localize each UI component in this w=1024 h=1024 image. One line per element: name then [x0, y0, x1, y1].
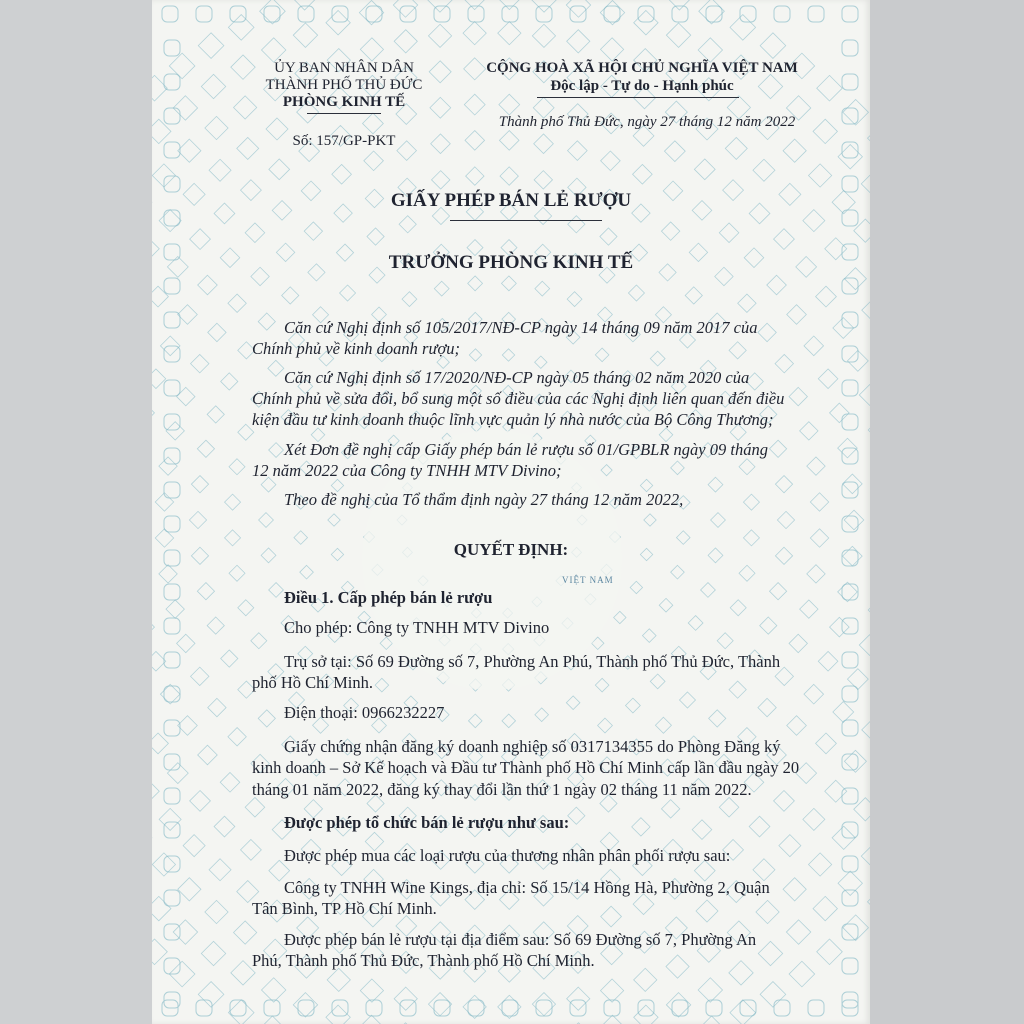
permit-paper — [152, 0, 870, 1024]
nation-motto: Độc lập - Tự do - Hạnh phúc — [550, 78, 734, 94]
preamble-2-line-2: Chính phủ về sửa đổi, bổ sung một số điều của các Nghị định liên quan đến điều — [252, 389, 785, 408]
supplier-line-1: Công ty TNHH Wine Kings, địa chỉ: Số 15/14 Hồng Hà, Phường 2, Quận — [284, 878, 770, 897]
registration-line-1: Giấy chứng nhận đăng ký doanh nghiệp số 0317134355 do Phòng Đăng ký — [284, 737, 781, 756]
decision-heading: QUYẾT ĐỊNH: — [453, 540, 569, 559]
registration-line-3: tháng 01 năm 2022, đăng ký thay đổi lần thứ 1 ngày 02 tháng 11 năm 2022. — [252, 780, 752, 799]
preamble-1-line-1: Căn cứ Nghị định số 105/2017/NĐ-CP ngày 14 tháng 09 năm 2017 của — [284, 318, 758, 337]
registration-line-2: kinh doanh – Sở Kế hoạch và Đầu tư Thành phố Hồ Chí Minh cấp lần đầu ngày 20 — [252, 758, 800, 777]
preamble-1-line-2: Chính phủ về kinh doanh rượu; — [252, 339, 460, 358]
title-underline — [450, 220, 602, 221]
headquarters-line-2: phố Hồ Chí Minh. — [252, 673, 374, 692]
document-title: GIẤY PHÉP BÁN LẺ RƯỢU — [390, 190, 632, 211]
seal-text: VIỆT NAM — [562, 575, 614, 585]
background-right — [870, 0, 1024, 1024]
agency-line-2: THÀNH PHỐ THỦ ĐỨC — [265, 77, 423, 93]
retail-location-line-2: Phú, Thành phố Thủ Đức, Thành phố Hồ Chí Minh. — [252, 951, 595, 970]
issue-place-date: Thành phố Thủ Đức, ngày 27 tháng 12 năm 2022 — [498, 114, 796, 130]
phone-number: Điện thoại: 0966232227 — [284, 703, 445, 722]
nation-name: CỘNG HOÀ XÃ HỘI CHỦ NGHĨA VIỆT NAM — [486, 60, 798, 76]
article-1-heading: Điều 1. Cấp phép bán lẻ rượu — [284, 588, 493, 607]
security-guilloche-pattern — [152, 0, 870, 1024]
agency-line-3: PHÒNG KINH TẾ — [282, 94, 406, 110]
preamble-4-line-1: Theo đề nghị của Tổ thẩm định ngày 27 tháng 12 năm 2022, — [284, 490, 684, 509]
retail-location-line-1: Được phép bán lẻ rượu tại địa điểm sau: Số 69 Đường số 7, Phường An — [284, 930, 757, 949]
issuing-authority: TRƯỞNG PHÒNG KINH TẾ — [388, 252, 634, 273]
permitted-company: Cho phép: Công ty TNHH MTV Divino — [284, 618, 550, 637]
document-number: Số: 157/GP-PKT — [292, 133, 396, 149]
preamble-3-line-2: 12 năm 2022 của Công ty TNHH MTV Divino; — [252, 461, 562, 480]
purchase-permission: Được phép mua các loại rượu của thương nhân phân phối rượu sau: — [284, 846, 731, 865]
agency-line-1: ỦY BAN NHÂN DÂN — [274, 60, 414, 76]
background-left — [0, 0, 152, 1024]
preamble-2-line-3: kiện đầu tư kinh doanh thuộc lĩnh vực quản lý nhà nước của Bộ Công Thương; — [252, 410, 774, 429]
headquarters-line-1: Trụ sở tại: Số 69 Đường số 7, Phường An Phú, Thành phố Thủ Đức, Thành — [284, 652, 781, 671]
agency-underline — [307, 113, 381, 114]
preamble-2-line-1: Căn cứ Nghị định số 17/2020/NĐ-CP ngày 05 tháng 02 năm 2020 của — [284, 368, 750, 387]
supplier-line-2: Tân Bình, TP Hồ Chí Minh. — [252, 899, 437, 918]
preamble-3-line-1: Xét Đơn đề nghị cấp Giấy phép bán lẻ rượu số 01/GPBLR ngày 09 tháng — [284, 440, 768, 459]
retail-conditions-heading: Được phép tổ chức bán lẻ rượu như sau: — [284, 813, 570, 832]
motto-underline — [537, 97, 739, 98]
